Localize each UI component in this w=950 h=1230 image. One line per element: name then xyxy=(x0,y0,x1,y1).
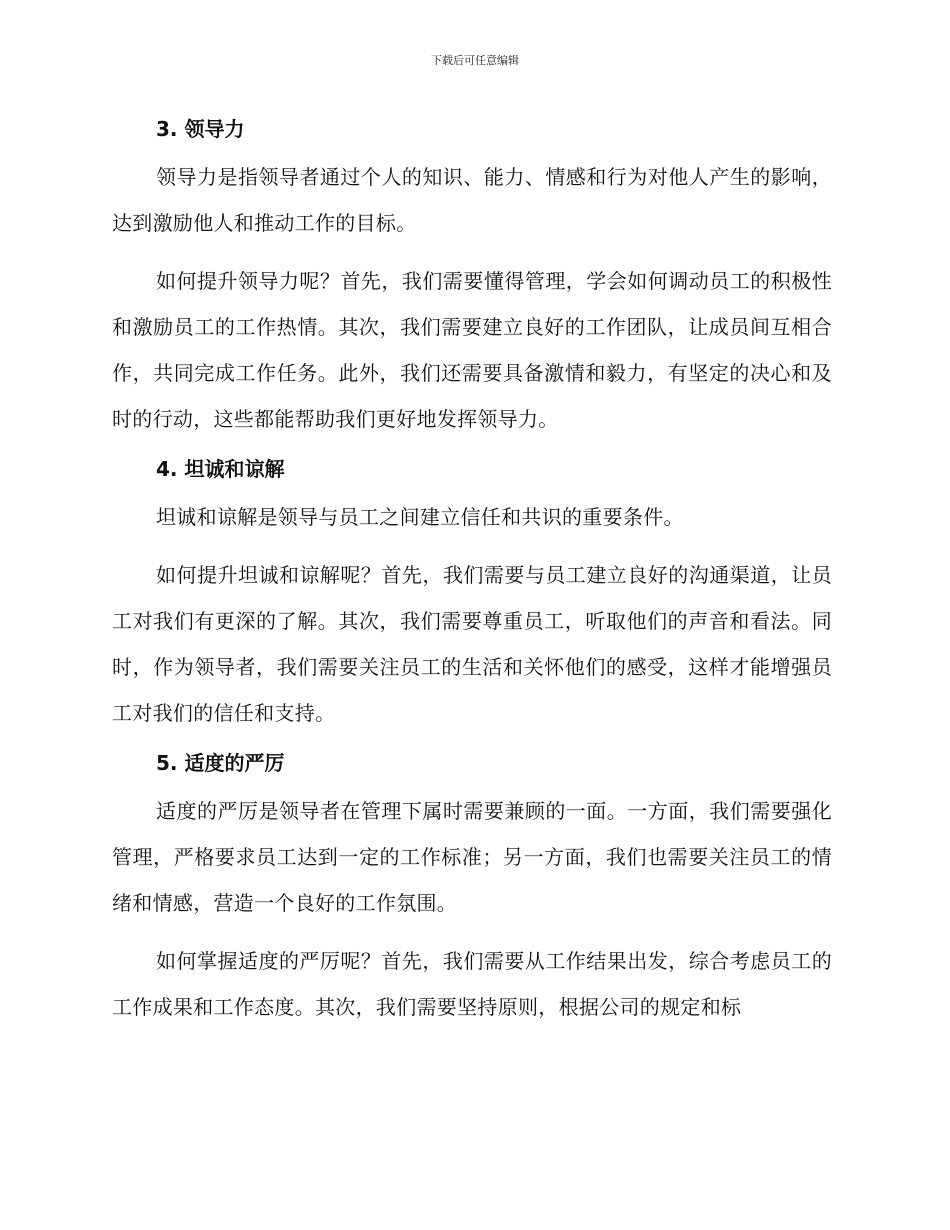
paragraph-candor-improvement: 如何提升坦诚和谅解呢？首先，我们需要与员工建立良好的沟通渠道，让员工对我们有更深的了解。其次，我们需要尊重员工，听取他们的声音和看法。同时，作为领导者，我们需要关注员工的生活和关怀他们的感受，这样才能增强员工对我们的信任和支持。 xyxy=(112,563,832,725)
paragraph-leadership-improvement: 如何提升领导力呢？首先，我们需要懂得管理，学会如何调动员工的积极性和激励员工的工作热情。其次，我们需要建立良好的工作团队，让成员间互相合作，共同完成工作任务。此外，我们还需要具备激情和毅力，有坚定的决心和及时的行动，这些都能帮助我们更好地发挥领导力。 xyxy=(112,269,832,431)
document-body xyxy=(112,110,832,1042)
paragraph-leadership-definition: 领导力是指领导者通过个人的知识、能力、情感和行为对他人产生的影响，达到激励他人和推动工作的目标。 xyxy=(112,165,832,235)
paragraph-strictness-definition: 适度的严厉是领导者在管理下属时需要兼顾的一面。一方面，我们需要强化管理，严格要求员工达到一定的工作标准；另一方面，我们也需要关注员工的情绪和情感，营造一个良好的工作氛围。 xyxy=(112,799,832,915)
section-heading-candor: 4. 坦诚和谅解 xyxy=(156,457,285,481)
section-heading-strictness: 5. 适度的严厉 xyxy=(156,751,285,775)
paragraph-candor-definition: 坦诚和谅解是领导与员工之间建立信任和共识的重要条件。 xyxy=(156,505,684,529)
page-header: 下载后可任意编辑 xyxy=(431,54,519,67)
section-heading-leadership: 3. 领导力 xyxy=(156,117,245,141)
paragraph-strictness-balance: 如何掌握适度的严厉呢？首先，我们需要从工作结果出发，综合考虑员工的工作成果和工作态度。其次，我们需要坚持原则，根据公司的规定和标 xyxy=(112,949,832,1019)
